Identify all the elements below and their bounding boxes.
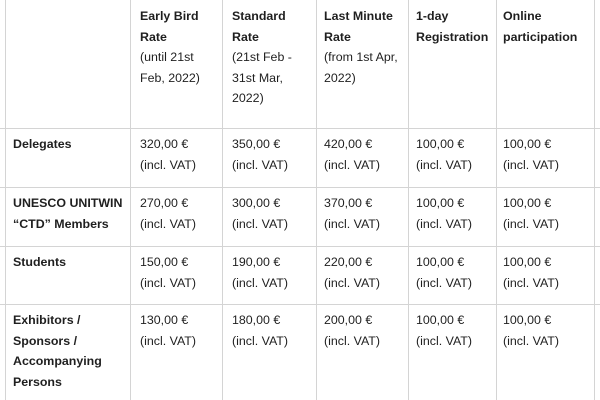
vat-note: (incl. VAT) xyxy=(232,157,288,172)
vat-note: (incl. VAT) xyxy=(324,333,380,348)
price-cell xyxy=(416,134,494,175)
row-divider xyxy=(0,246,600,247)
price-cell xyxy=(324,310,404,351)
column-header-title: 1-day Registration xyxy=(416,9,489,44)
price-value: 100,00 € xyxy=(416,255,465,269)
vat-note: (incl. VAT) xyxy=(503,333,559,348)
vat-note: (incl. VAT) xyxy=(324,157,380,172)
column-header-early-bird xyxy=(140,6,220,88)
vat-note: (incl. VAT) xyxy=(416,216,472,231)
vat-note: (incl. VAT) xyxy=(232,333,288,348)
column-header-title: Online participation xyxy=(503,9,578,44)
price-cell xyxy=(503,252,591,293)
column-divider xyxy=(5,0,6,400)
price-value: 300,00 € xyxy=(232,196,281,210)
price-value: 150,00 € xyxy=(140,255,189,269)
price-value: 100,00 € xyxy=(503,137,552,151)
price-cell xyxy=(140,310,220,351)
price-value: 350,00 € xyxy=(232,137,281,151)
price-value: 200,00 € xyxy=(324,313,373,327)
vat-note: (incl. VAT) xyxy=(324,275,380,290)
column-divider xyxy=(408,0,409,400)
price-value: 130,00 € xyxy=(140,313,189,327)
column-header-online xyxy=(503,6,593,47)
column-divider xyxy=(496,0,497,400)
vat-note: (incl. VAT) xyxy=(140,157,196,172)
vat-note: (incl. VAT) xyxy=(140,275,196,290)
price-value: 420,00 € xyxy=(324,137,373,151)
price-cell xyxy=(140,134,220,175)
price-cell xyxy=(232,252,312,293)
column-divider xyxy=(594,0,595,400)
price-value: 370,00 € xyxy=(324,196,373,210)
vat-note: (incl. VAT) xyxy=(503,216,559,231)
price-value: 100,00 € xyxy=(416,196,465,210)
price-cell xyxy=(416,310,494,351)
price-value: 100,00 € xyxy=(416,137,465,151)
price-cell xyxy=(232,134,312,175)
column-header-one-day xyxy=(416,6,494,47)
price-cell xyxy=(324,134,404,175)
column-header-note: (until 21st Feb, 2022) xyxy=(140,50,200,85)
column-header-note: (from 1st Apr, 2022) xyxy=(324,50,398,85)
price-cell xyxy=(503,134,591,175)
price-value: 180,00 € xyxy=(232,313,281,327)
row-divider xyxy=(0,187,600,188)
row-label-exhibitors: Exhibitors / Sponsors / Accompanying Persons xyxy=(13,313,102,389)
price-cell xyxy=(416,193,494,234)
price-value: 100,00 € xyxy=(503,313,552,327)
column-divider xyxy=(316,0,317,400)
row-label-unesco-members: UNESCO UNITWIN “CTD” Members xyxy=(13,196,123,231)
vat-note: (incl. VAT) xyxy=(232,275,288,290)
price-cell xyxy=(503,193,591,234)
row-divider xyxy=(0,128,600,129)
vat-note: (incl. VAT) xyxy=(503,275,559,290)
column-header-last-minute xyxy=(324,6,404,88)
price-cell xyxy=(503,310,591,351)
price-cell xyxy=(140,252,220,293)
vat-note: (incl. VAT) xyxy=(140,333,196,348)
price-value: 270,00 € xyxy=(140,196,189,210)
price-value: 320,00 € xyxy=(140,137,189,151)
column-divider xyxy=(130,0,131,400)
column-header-note: (21st Feb - 31st Mar, 2022) xyxy=(232,50,292,105)
vat-note: (incl. VAT) xyxy=(324,216,380,231)
row-divider xyxy=(0,304,600,305)
price-value: 220,00 € xyxy=(324,255,373,269)
price-cell xyxy=(140,193,220,234)
column-header-title: Standard Rate xyxy=(232,9,286,44)
price-value: 100,00 € xyxy=(416,313,465,327)
price-cell xyxy=(232,193,312,234)
vat-note: (incl. VAT) xyxy=(416,275,472,290)
row-label-students: Students xyxy=(13,255,67,269)
column-header-title: Last Minute Rate xyxy=(324,9,393,44)
vat-note: (incl. VAT) xyxy=(140,216,196,231)
column-header-title: Early Bird Rate xyxy=(140,9,199,44)
price-cell xyxy=(324,193,404,234)
column-divider xyxy=(222,0,223,400)
price-value: 100,00 € xyxy=(503,196,552,210)
column-header-standard xyxy=(232,6,314,109)
price-cell xyxy=(324,252,404,293)
price-cell xyxy=(416,252,494,293)
price-value: 190,00 € xyxy=(232,255,281,269)
vat-note: (incl. VAT) xyxy=(416,157,472,172)
vat-note: (incl. VAT) xyxy=(232,216,288,231)
price-cell xyxy=(232,310,312,351)
price-value: 100,00 € xyxy=(503,255,552,269)
row-label-delegates: Delegates xyxy=(13,137,72,151)
vat-note: (incl. VAT) xyxy=(416,333,472,348)
vat-note: (incl. VAT) xyxy=(503,157,559,172)
